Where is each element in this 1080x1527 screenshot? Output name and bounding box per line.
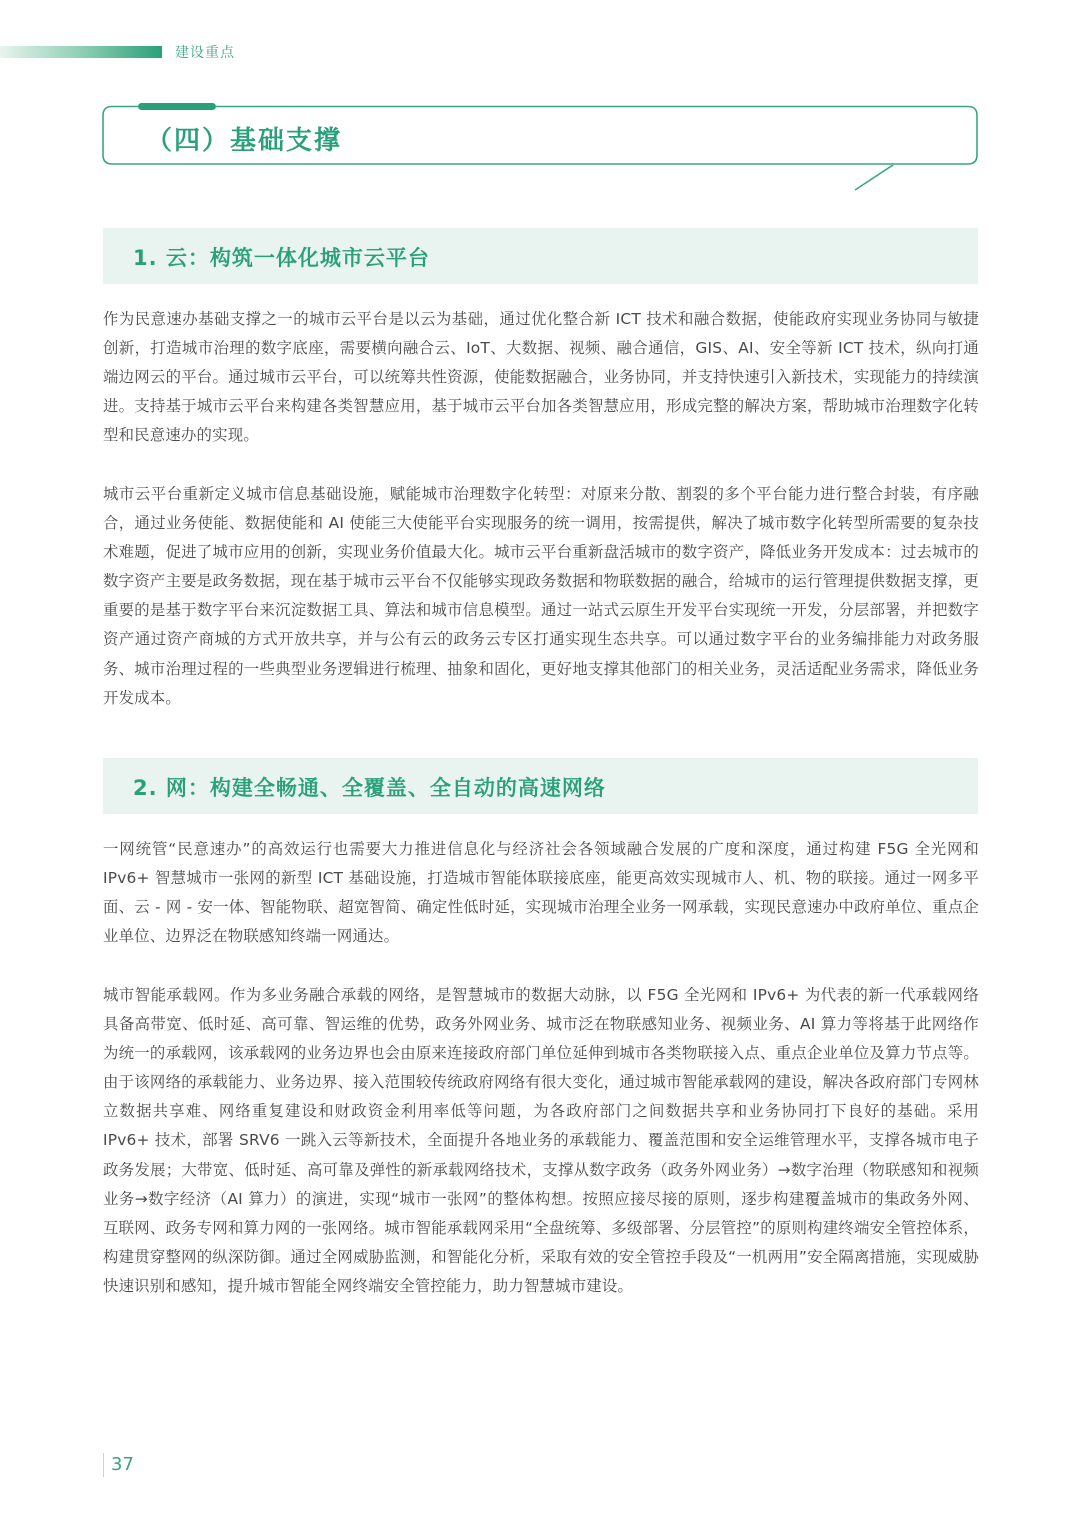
network-paragraph-2: 城市智能承载网。作为多业务融合承载的网络，是智慧城市的数据大动脉，以 F5G 全光网和 IPv6+ 为代表的新一代承载网络具备高带宽、低时延、高可靠、智运维的优势，政务外网业务、城市泛在物联感知业务、视频业务、AI 算力等将基于此网络作为统一的承载网，该承载网的业务边界也会由原来连接政府部门单位延伸到城市各类物联接入点、重点企业单位及算力节点等。由于该网络的承载能力、业务边界、接入范围较传统政府网络有很大变化，通过城市智能承载网的建设，解决各政府部门专网林立数据共享难、网络重复建设和财政资金利用率低等问题，为各政府部门之间数据共享和业务协同打下良好的基础。采用 IPv6+ 技术，部署 SRV6 一跳入云等新技术，全面提升各地业务的承载能力、覆盖范围和安全运维管理水平，支撑各城市电子政务发展；大带宽、低时延、高可靠及弹性的新承载网络技术，支撑从数字政务（政务外网业务）→数字治理（物联感知和视频业务→数字经济（AI 算力）的演进，实现“城市一张网”的整体构想。按照应接尽接的原则，逐步构建覆盖城市的集政务外网、互联网、政务专网和算力网的一张网络。城市智能承载网采用“全盘统筹、多级部署、分层管控”的原则构建终端安全管控体系，构建贯穿整网的纵深防御。通过全网威胁监测，和智能化分析，采取有效的安全管控手段及“一机两用”安全隔离措施，实现威胁快速识别和感知，提升城市智能全网终端安全管控能力，助力智慧城市建设。 [103,986,979,1295]
network-subheading [103,758,978,814]
network-subheading-text: 2. 网：构建全畅通、全覆盖、全自动的高速网络 [133,776,606,800]
cloud-paragraph-1: 作为民意速办基础支撑之一的城市云平台是以云为基础，通过优化整合新 ICT 技术和融合数据，使能政府实现业务协同与敏捷创新，打造城市治理的数字底座，需要横向融合云、IoT、大数据、视频、融合通信，GIS、AI、安全等新 ICT 技术，纵向打通端边网云的平台。通过城市云平台，可以统筹共性资源，使能数据融合，业务协同，并支持快速引入新技术，实现能力的持续演进。支持基于城市云平台来构建各类智慧应用，基于城市云平台加各类智慧应用，形成完整的解决方案，帮助城市治理数字化转型和民意速办的实现。 [103,310,979,445]
header-accent-bar [0,46,162,58]
section-title: （四）基础支撑 [146,126,343,156]
network-paragraph-1: 一网统管“民意速办”的高效运行也需要大力推进信息化与经济社会各领域融合发展的广度和深度，通过构建 F5G 全光网和 IPv6+ 智慧城市一张网的新型 ICT 基础设施，打造城市智能体联接底座，能更高效实现城市人、机、物的联接。通过一网多平面、云 - 网 - 安一体、智能物联、超宽智简、确定性低时延，实现城市治理全业务一网承载，实现民意速办中政府单位、重点企业单位、边界泛在物联感知终端一网通达。 [103,840,979,946]
cloud-paragraph-2: 城市云平台重新定义城市信息基础设施，赋能城市治理数字化转型：对原来分散、割裂的多个平台能力进行整合封装，有序融合，通过业务使能、数据使能和 AI 使能三大使能平台实现服务的统一调用，按需提供，解决了城市数字化转型所需要的复杂技术难题，促进了城市应用的创新，实现业务价值最大化。城市云平台重新盘活城市的数字资产，降低业务开发成本：过去城市的数字资产主要是政务数据，现在基于城市云平台不仅能够实现政务数据和物联数据的融合，给城市的运行管理提供数据支撑，更重要的是基于数字平台来沉淀数据工具、算法和城市信息模型。通过一站式云原生开发平台实现统一开发，分层部署，并把数字资产通过资产商城的方式开放共享，并与公有云的政务云专区打通实现生态共享。可以通过数字平台的业务编排能力对政务服务、城市治理过程的一些典型业务逻辑进行梳理、抽象和固化，更好地支撑其他部门的相关业务，灵活适配业务需求，降低业务开发成本。 [103,485,979,707]
header-label: 建设重点 [175,45,235,61]
cloud-subheading-text: 1. 云：构筑一体化城市云平台 [133,246,430,270]
cloud-subheading [103,228,978,284]
page-number: 37 [103,1453,134,1477]
